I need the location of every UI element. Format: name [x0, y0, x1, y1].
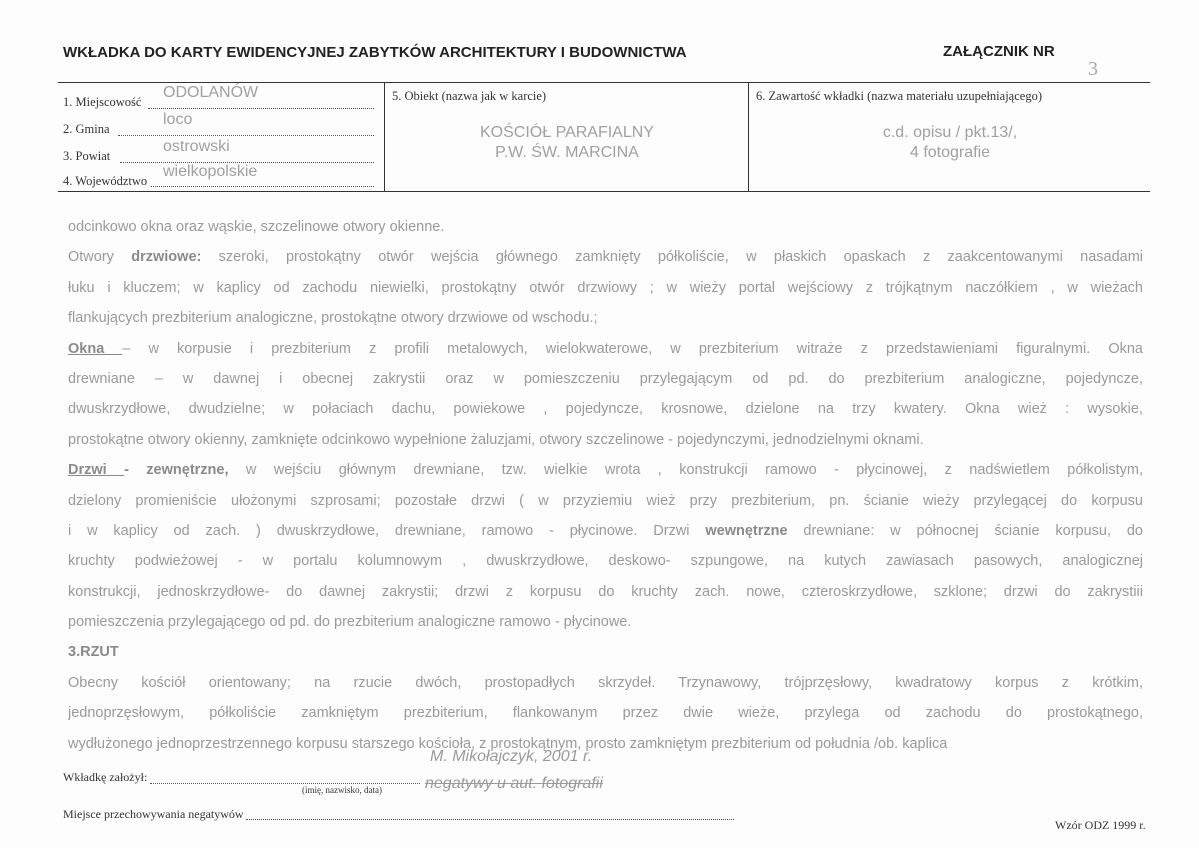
form-template-id: Wzór ODZ 1999 r.: [1055, 818, 1146, 832]
text-line: [68, 242, 1143, 272]
text-line: prostokątne otwory okienny, zamknięte odcinkowo wypełnione żaluzjami, otwory szczelinowe - pojedynczymi, jednodzielnymi oknami.: [68, 431, 924, 448]
negatives-note: negatywy u aut. fotografii: [425, 775, 603, 792]
text-line: odcinkowo okna oraz wąskie, szczelinowe otwory okienne.: [68, 219, 445, 235]
text-line: jednoprzęsłowym, półkoliście zamkniętym prezbiterium, flankowanym przez dwie wieże, przylega od zachodu do prostokątnego,: [68, 705, 1143, 722]
text-line: [68, 455, 1143, 485]
prepared-by-hint: (imię, nazwisko, data): [302, 785, 382, 795]
text-line: dwuskrzydłowe, dwudzielne; w połaciach dachu, powiekowe , pojedyncze, krosnowe, dzielone na trzy kwatery. Okna wież : wysokie,: [68, 401, 1143, 418]
text-line: [68, 334, 1143, 364]
heading-doors-section: Drzwi: [68, 462, 125, 479]
text-run: w wejściu głównym drewniane, tzw. wielkie wrota , konstrukcji ramowo - płycinowej, z nadświetlem półkolistym,: [228, 462, 1143, 479]
place-value: ODOLANÓW: [163, 84, 259, 101]
text-line: kruchty podwieżowej - w portalu kolumnowym , dwuskrzydłowe, deskowo- szpungowe, na kutych zawiasach pasowych, analogicznej: [68, 553, 1143, 570]
heading-interior: wewnętrzne: [705, 522, 788, 539]
place-label: 1. Miejscowość: [63, 95, 142, 109]
text-line: łuku i kluczem; w kaplicy od zachodu niewielki, prostokątny otwór drzwiowy ; w wieży portal wejściowy z trójkątnym naczółkiem , w wieżach: [68, 279, 1143, 296]
place-dotline: [148, 108, 374, 109]
commune-value: loco: [163, 111, 193, 128]
annex-number: 3: [1088, 58, 1098, 80]
negatives-storage-label: Miejsce przechowywania negatywów: [63, 807, 244, 821]
contents-value-line-2: 4 fotografie: [909, 144, 991, 161]
prepared-by-dotline: [150, 783, 420, 784]
text-run: Otwory: [68, 249, 132, 266]
text-line: wydłużonego jednoprzestrzennego korpusu starszego kościoła, z prostokątnym, prosto zamkniętym prezbiterium od południa /ob. kaplica: [68, 735, 948, 752]
negatives-storage-dotline: [246, 819, 734, 820]
text-run: drewniane: w północnej ścianie korpusu, do: [787, 522, 1143, 539]
text-line: Obecny kościół orientowany; na rzucie dwóch, prostopadłych skrzydeł. Trzynawowy, trójprzęsłowy, kwadratowy korpus z krótkim,: [68, 674, 1143, 691]
district-label: 3. Powiat: [63, 149, 111, 163]
text-run: i w kaplicy od zach. ) dwuskrzydłowe, drewniane, ramowo - płycinowe. Drzwi: [68, 522, 706, 539]
commune-dotline: [118, 135, 374, 136]
heading-windows: Okna: [68, 340, 123, 357]
description-text: [68, 212, 1143, 759]
voivodeship-dotline: [151, 186, 374, 187]
contents-value: [750, 123, 1150, 163]
text-line: flankujących prezbiterium analogiczne, prostokątne otwory drzwiowe od wschodu.;: [68, 310, 598, 327]
voivodeship-label: 4. Województwo: [63, 174, 148, 188]
table-divider-1: [384, 82, 385, 192]
object-value-line-1: KOŚCIÓŁ PARAFIALNY: [480, 124, 654, 141]
text-line: pomieszczenia przylegającego od pd. do prezbiterium analogiczne ramowo - płycinowe.: [68, 614, 632, 631]
table-divider-2: [748, 82, 749, 192]
commune-label: 2. Gmina: [63, 122, 110, 136]
heading-doors: drzwiowe:: [131, 249, 202, 266]
text-run: szeroki, prostokątny otwór wejścia głównego zamknięty półkoliście, w płaskich opaskach z zaakcentowanymi nasadami: [201, 249, 1143, 266]
text-line: [68, 516, 1143, 546]
text-line: konstrukcji, jednoskrzydłowe- do dawnej zakrystii; drzwi z korpusu do kruchty zach. nowe, czteroskrzydłowe, szklone; drzwi do zakrystiii: [68, 583, 1143, 600]
text-line: drewniane – w dawnej i obecnej zakrystii oraz w pomieszczeniu przylegającym od pd. do prezbiterium analogiczne, pojedyncze,: [68, 370, 1143, 387]
object-value: [386, 123, 748, 163]
form-title: WKŁADKA DO KARTY EWIDENCYJNEJ ZABYTKÓW ARCHITEKTURY I BUDOWNICTWA: [63, 44, 687, 61]
table-bottom-rule: [58, 191, 1150, 192]
prepared-by-label: Wkładkę założył:: [63, 770, 148, 784]
district-value: ostrowski: [163, 138, 230, 155]
object-label: 5. Obiekt (nazwa jak w karcie): [392, 89, 547, 103]
annex-label: ZAŁĄCZNIK NR: [943, 43, 1055, 60]
heading-exterior: - zewnętrzne,: [124, 462, 229, 479]
contents-value-line-1: c.d. opisu / pkt.13/,: [882, 124, 1018, 141]
table-top-rule: [58, 82, 1150, 83]
author-signature: M. Mikołajczyk, 2001 r.: [430, 748, 593, 765]
section-heading-plan: 3.RZUT: [68, 644, 119, 661]
contents-label: 6. Zawartość wkładki (nazwa materiału uzupełniającego): [756, 89, 1042, 103]
text-run: – w korpusie i prezbiterium z profili metalowych, wielokwaterowe, w prezbiterium witraże z przedstawieniami figuralnymi. Okna: [122, 340, 1143, 357]
voivodeship-value: wielkopolskie: [163, 163, 258, 180]
text-line: dzielony promieniście ułożonymi szprosami; pozostałe drzwi ( w przyziemiu wież przy prezbiterium, pn. ścianie wieży przylegącej do korpusu: [68, 492, 1143, 509]
object-value-line-2: P.W. ŚW. MARCINA: [495, 144, 639, 161]
